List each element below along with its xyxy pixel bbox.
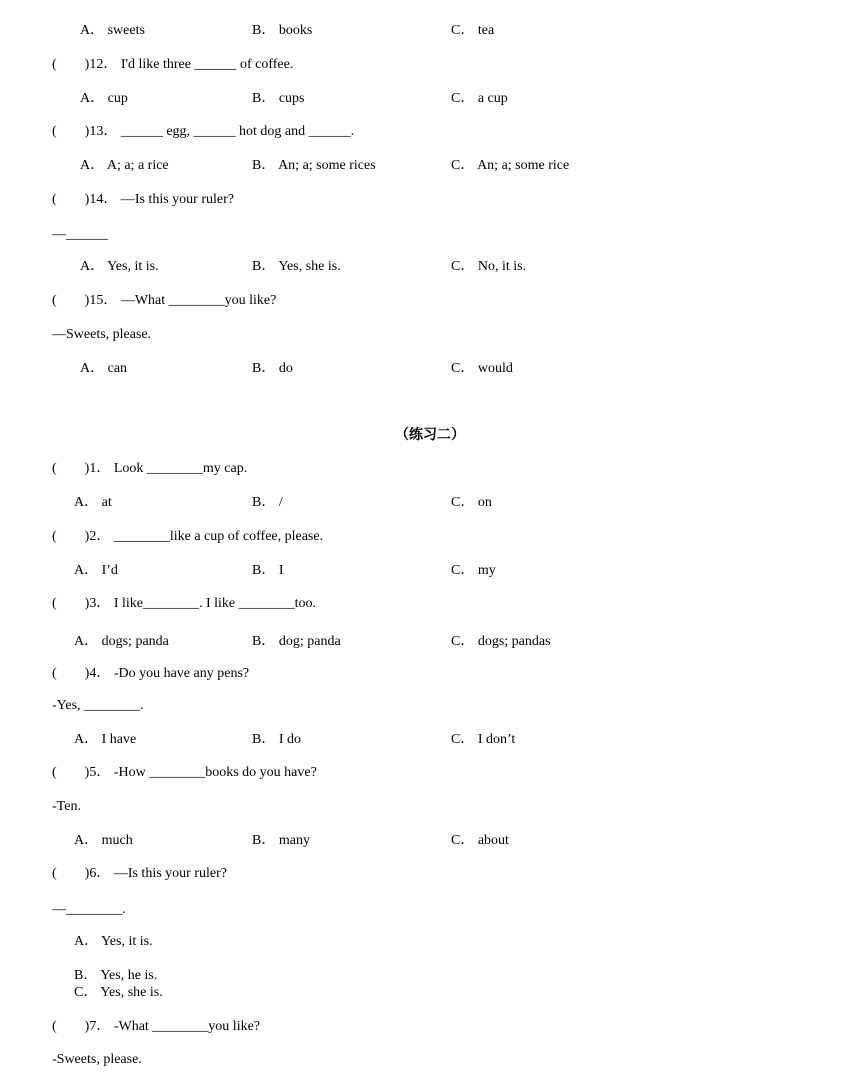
question-13: ( )13． ______ egg, ______ hot dog and ______. [52,124,355,139]
question-7: ( )7． -What ________you like? [52,1019,261,1034]
q6-option-b: B． Yes, he is. [74,968,158,983]
q14-option-a: A． Yes, it is. [80,259,159,274]
q6-answer-line: —________. [52,902,126,917]
q5-answer-line: -Ten. [52,799,81,814]
q2-option-b: B． I [252,563,284,578]
q15-option-a: A． can [80,361,128,376]
q14-option-c: C． No, it is. [451,259,527,274]
q4-answer-line: -Yes, ________. [52,698,144,713]
q6-option-c: C． Yes, she is. [74,985,163,1000]
q14-option-b: B． Yes, she is. [252,259,341,274]
q2-option-a: A． I’d [74,563,118,578]
question-12: ( )12． I'd like three ______ of coffee. [52,57,294,72]
question-14: ( )14． —Is this your ruler? [52,192,234,207]
q12-option-c: C． a cup [451,91,508,106]
q1-option-c: C． on [451,495,492,510]
q3-option-a: A． dogs; panda [74,634,169,649]
q3-option-c: C． dogs; pandas [451,634,551,649]
q4-option-b: B． I do [252,732,301,747]
q5-option-a: A． much [74,833,133,848]
q5-option-c: C． about [451,833,509,848]
question-2: ( )2． ________like a cup of coffee, please. [52,529,324,544]
q1-option-b: B． / [252,495,283,510]
q11-option-b: B． books [252,23,313,38]
q6-option-a: A． Yes, it is. [74,934,153,949]
q12-option-a: A． cup [80,91,128,106]
q13-option-c: C． An; a; some rice [451,158,570,173]
q4-option-a: A． I have [74,732,137,747]
q14-answer-line: —______ [52,227,108,242]
q1-option-a: A． at [74,495,112,510]
question-15: ( )15． —What ________you like? [52,293,277,308]
q12-option-b: B． cups [252,91,305,106]
q11-option-c: C． tea [451,23,495,38]
q7-answer-line: -Sweets, please. [52,1052,142,1067]
q2-option-c: C． my [451,563,496,578]
q5-option-b: B． many [252,833,310,848]
question-3: ( )3． I like________. I like ________too. [52,596,317,611]
q3-option-b: B． dog; panda [252,634,341,649]
q13-option-a: A． A; a; a rice [80,158,169,173]
q15-answer-line: —Sweets, please. [52,327,152,342]
question-1: ( )1． Look ________my cap. [52,461,248,476]
q4-option-c: C． I don’t [451,732,516,747]
question-6: ( )6． —Is this your ruler? [52,866,227,881]
section-heading: （练习二） [395,427,465,443]
question-4: ( )4． -Do you have any pens? [52,666,250,681]
question-5: ( )5． -How ________books do you have? [52,765,317,780]
q11-option-a: A． sweets [80,23,145,38]
q13-option-b: B． An; a; some rices [252,158,376,173]
q15-option-b: B． do [252,361,293,376]
q15-option-c: C． would [451,361,513,376]
